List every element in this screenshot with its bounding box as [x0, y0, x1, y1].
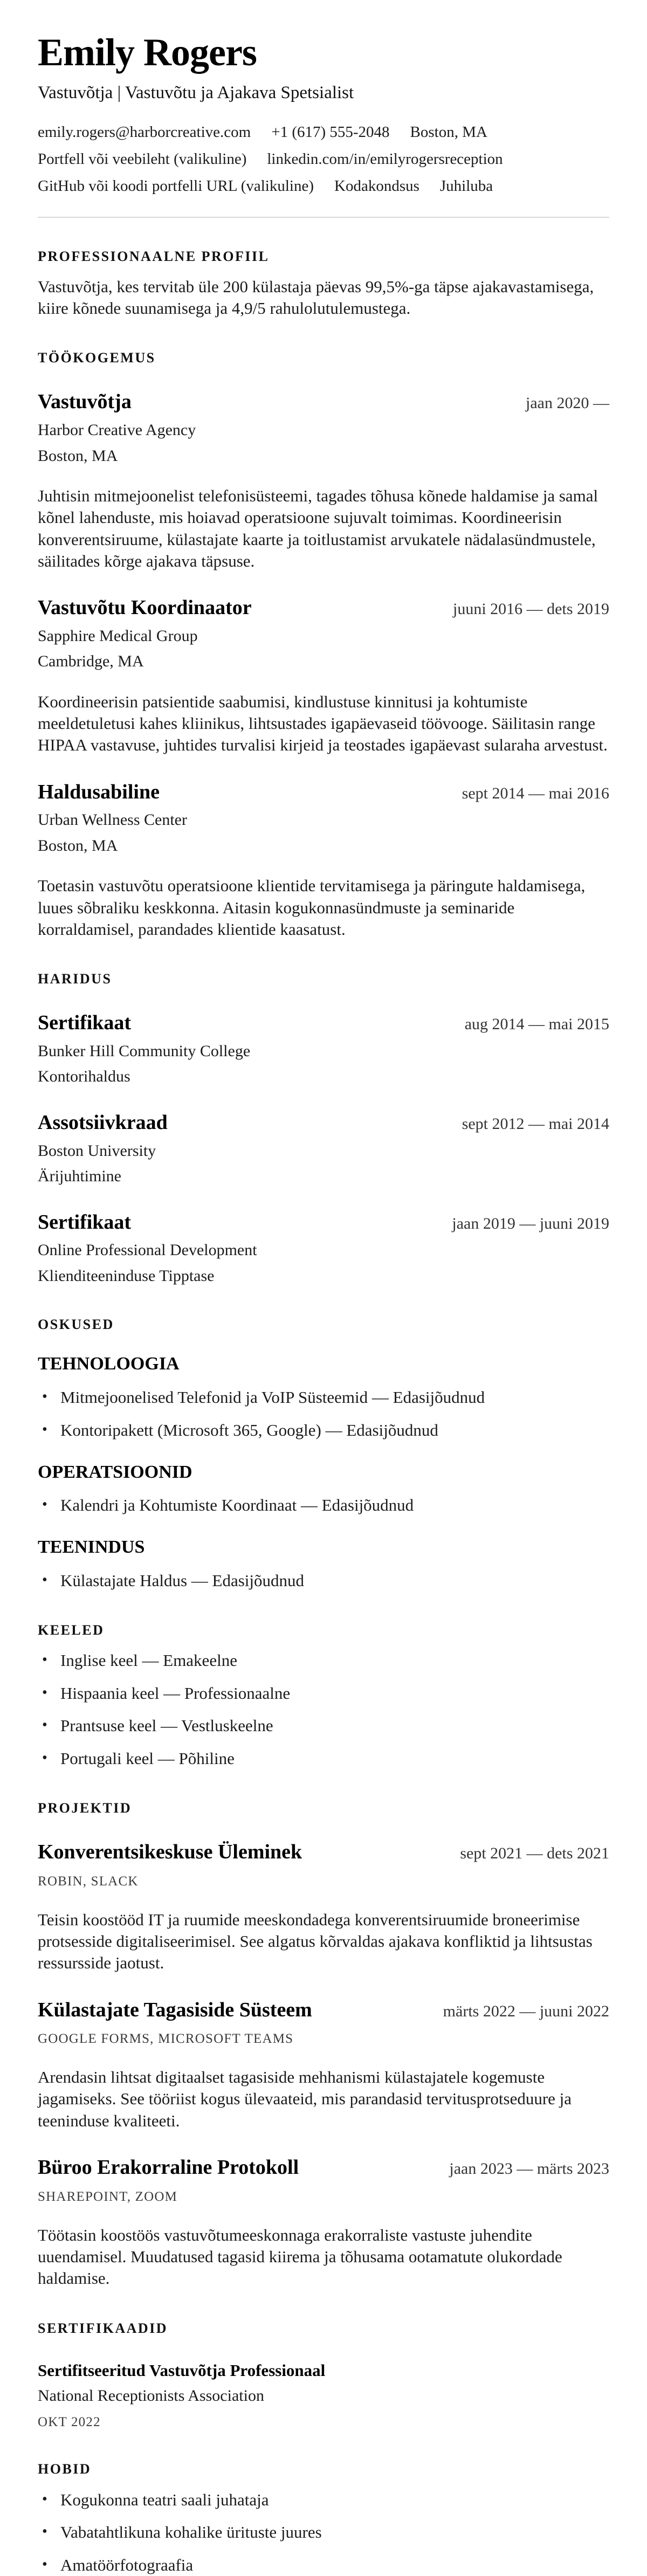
skill-group-technology: TEHNOLOOGIA	[38, 1354, 180, 1374]
education-school: Bunker Hill Community College	[38, 1042, 251, 1060]
section-heading-languages: KEELED	[38, 1622, 105, 1638]
project-header	[38, 1840, 609, 1865]
contact-citizenship: Kodakondsus	[334, 177, 419, 195]
section-hobbies	[38, 2461, 609, 2575]
person-title: Vastuvõtja | Vastuvõtu ja Ajakava Spetsialist	[38, 83, 354, 103]
job-dates: sept 2014 — mai 2016	[462, 784, 609, 802]
person-name: Emily Rogers	[38, 31, 257, 74]
education-field: Ärijuhtimine	[38, 1167, 121, 1186]
section-projects	[38, 1800, 609, 2290]
contact-phone: +1 (617) 555-2048	[271, 123, 390, 141]
education-entry	[38, 1111, 609, 1187]
project-header	[38, 1998, 609, 2023]
job-title: Vastuvõtu Koordinaator	[38, 596, 252, 619]
education-field: Kontorihaldus	[38, 1067, 130, 1086]
skill-list-service	[38, 1571, 609, 1592]
education-header	[38, 1011, 609, 1036]
project-entry	[38, 1998, 609, 2132]
job-entry	[38, 596, 609, 756]
education-header	[38, 1210, 609, 1235]
section-heading-projects: PROJEKTID	[38, 1800, 132, 1816]
project-description: Teisin koostööd IT ja ruumide meeskondadega konverentsiruumide broneerimise protsesside digitaliseerimisel. See algatus kõrvaldas ajakava konfliktid ja lihtsustas ressursside jaotust.	[38, 1910, 593, 1973]
project-tools: ROBIN, SLACK	[38, 1874, 139, 1889]
project-tools: GOOGLE FORMS, MICROSOFT TEAMS	[38, 2031, 294, 2047]
education-entry	[38, 1011, 609, 1087]
job-entry	[38, 390, 609, 572]
project-description: Arendasin lihtsat digitaalset tagasiside mehhanismi külastajatele kogemuste jagamiseks. See tööriist kogus ülevaateid, mis parandasid tervitusprotseduure ja teeninduse kvaliteeti.	[38, 2068, 572, 2130]
section-certifications	[38, 2320, 609, 2431]
hobby-item: • Amatöörfotograafia	[38, 2555, 609, 2576]
job-dates: juuni 2016 — dets 2019	[453, 600, 609, 618]
section-education	[38, 970, 609, 1286]
skill-item: • Kontoripakett (Microsoft 365, Google) — Edasijõudnud	[38, 1420, 609, 1441]
job-company: Urban Wellness Center	[38, 811, 187, 829]
hobby-list	[38, 2490, 609, 2576]
contact-portfolio: Portfell või veebileht (valikuline)	[38, 150, 247, 168]
job-title: Haldusabiline	[38, 780, 160, 803]
section-heading-hobbies: HOBID	[38, 2461, 92, 2477]
contact-github: GitHub või koodi portfelli URL (valikuline)	[38, 177, 314, 195]
contact-linkedin: linkedin.com/in/emilyrogersreception	[267, 150, 503, 168]
contact-row-3	[38, 177, 609, 196]
section-experience	[38, 349, 609, 940]
education-school: Online Professional Development	[38, 1241, 257, 1259]
skill-list-operations	[38, 1495, 609, 1516]
job-company: Sapphire Medical Group	[38, 626, 198, 645]
certification-title: Sertifitseeritud Vastuvõtja Professionaal	[38, 2360, 326, 2380]
skill-group-operations: OPERATSIOONID	[38, 1462, 192, 1482]
project-dates: märts 2022 — juuni 2022	[443, 2002, 609, 2020]
education-dates: jaan 2019 — juuni 2019	[452, 1214, 609, 1232]
hobby-item: • Kogukonna teatri saali juhataja	[38, 2490, 609, 2511]
job-header	[38, 780, 609, 805]
job-dates: jaan 2020 —	[526, 394, 609, 412]
job-description: Juhtisin mitmejoonelist telefonisüsteemi, tagades tõhusa kõnede haldamise ja samal kõnel lahenduste, mis hoiavad operatsioone sujuvalt toimimas. Koordineerisin konverentsiruume, külastajate kaarte ja toitlustamist arvukatele nädalasündmustele, säilitades kõrge ajakava täpsuse.	[38, 486, 598, 570]
project-title: Külastajate Tagasiside Süsteem	[38, 1998, 312, 2021]
certification-entry	[38, 2360, 609, 2431]
education-dates: aug 2014 — mai 2015	[464, 1015, 609, 1034]
section-heading-education: HARIDUS	[38, 971, 112, 987]
contact-drivers-license: Juhiluba	[439, 177, 493, 195]
section-heading-certifications: SERTIFIKAADID	[38, 2320, 168, 2336]
contact-email: emily.rogers@harborcreative.com	[38, 123, 251, 141]
education-entry	[38, 1210, 609, 1286]
job-location: Cambridge, MA	[38, 652, 144, 671]
section-heading-experience: TÖÖKOGEMUS	[38, 350, 156, 366]
project-description: Töötasin koostöös vastuvõtumeeskonnaga erakorraliste vastuste juhendite uuendamisel. Muudatused tagasid kiirema ja tõhusama ootamatute olukordade haldamise.	[38, 2225, 562, 2288]
language-item: • Inglise keel — Emakeelne	[38, 1650, 609, 1671]
profile-summary: Vastuvõtja, kes tervitab üle 200 külastaja päevas 99,5%-ga täpse ajakavastamisega, kiire kõnede suunamisega ja 4,9/5 rahulolutulemustega.	[38, 277, 594, 318]
contact-row-2	[38, 150, 609, 169]
skill-item: • Mitmejoonelised Telefonid ja VoIP Süsteemid — Edasijõudnud	[38, 1387, 609, 1408]
skill-group-service: TEENINDUS	[38, 1537, 145, 1558]
project-tools: SHAREPOINT, ZOOM	[38, 2189, 178, 2204]
education-field: Klienditeeninduse Tipptase	[38, 1266, 215, 1285]
education-degree: Sertifikaat	[38, 1210, 132, 1234]
job-company: Harbor Creative Agency	[38, 421, 196, 439]
section-languages	[38, 1622, 609, 1769]
education-header	[38, 1111, 609, 1135]
certification-org: National Receptionists Association	[38, 2386, 264, 2405]
language-item: • Prantsuse keel — Vestluskeelne	[38, 1716, 609, 1737]
job-location: Boston, MA	[38, 836, 118, 855]
project-entry	[38, 2155, 609, 2289]
education-degree: Assotsiivkraad	[38, 1111, 168, 1134]
resume-header	[38, 31, 609, 195]
job-header	[38, 596, 609, 621]
certification-date: OKT 2022	[38, 2415, 101, 2430]
education-school: Boston University	[38, 1141, 156, 1160]
job-entry	[38, 780, 609, 940]
section-heading-profile: PROFESSIONAALNE PROFIIL	[38, 249, 270, 265]
contact-location: Boston, MA	[410, 123, 487, 141]
language-list	[38, 1650, 609, 1769]
section-profile	[38, 248, 609, 319]
education-degree: Sertifikaat	[38, 1011, 132, 1035]
section-heading-skills: OSKUSED	[38, 1317, 114, 1333]
hobby-item: • Vabatahtlikuna kohalike ürituste juures	[38, 2522, 609, 2543]
education-dates: sept 2012 — mai 2014	[462, 1114, 609, 1133]
skill-item: • Kalendri ja Kohtumiste Koordinaat — Edasijõudnud	[38, 1495, 609, 1516]
skill-item: • Külastajate Haldus — Edasijõudnud	[38, 1571, 609, 1592]
project-entry	[38, 1840, 609, 1974]
language-item: • Portugali keel — Põhiline	[38, 1748, 609, 1769]
certification-header	[38, 2360, 609, 2380]
job-header	[38, 390, 609, 415]
contact-row-1	[38, 123, 609, 142]
job-location: Boston, MA	[38, 446, 118, 465]
project-title: Büroo Erakorraline Protokoll	[38, 2156, 299, 2179]
project-dates: jaan 2023 — märts 2023	[449, 2160, 609, 2178]
job-description: Toetasin vastuvõtu operatsioone klientide tervitamisega ja päringute haldamisega, luues sõbraliku keskkonna. Aitasin kogukonnasündmuste ja seminaride korraldamisel, parandades klientide kaasatust.	[38, 876, 586, 939]
project-header	[38, 2155, 609, 2180]
header-divider	[38, 217, 609, 218]
project-title: Konverentsikeskuse Üleminek	[38, 1841, 302, 1864]
skill-list-technology	[38, 1387, 609, 1441]
section-skills	[38, 1316, 609, 1592]
job-title: Vastuvõtja	[38, 390, 132, 414]
project-dates: sept 2021 — dets 2021	[460, 1844, 609, 1863]
job-description: Koordineerisin patsientide saabumisi, kindlustuse kinnitusi ja kohtumiste meeldetuletusi kahes kliinikus, lihtsustades igapäevaseid töövooge. Säilitasin range HIPAA vastavuse, juhtides turvalisi kirjeid ja teostades igapäevast sularaha arvestust.	[38, 692, 608, 755]
language-item: • Hispaania keel — Professionaalne	[38, 1683, 609, 1704]
